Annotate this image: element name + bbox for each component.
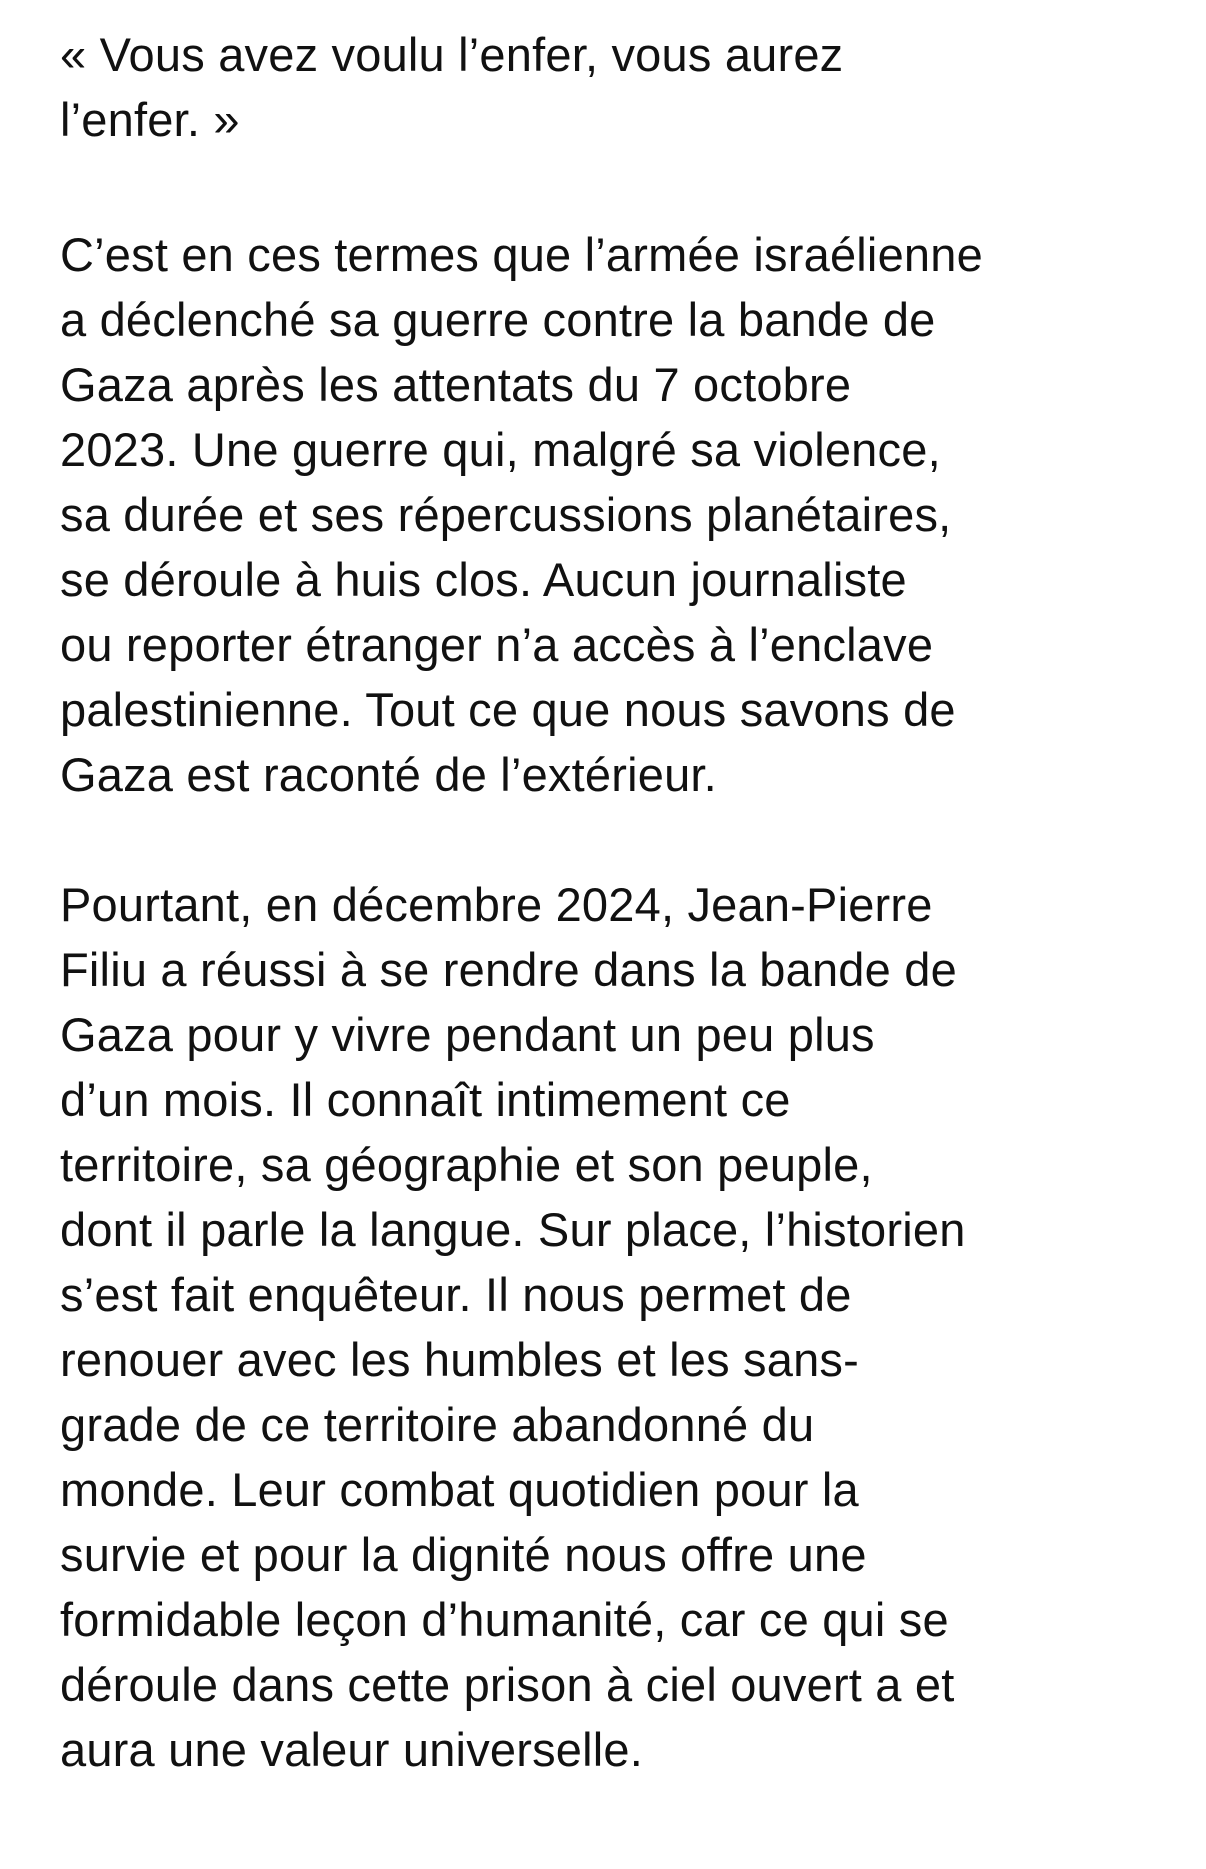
text-line: palestinienne. Tout ce que nous savons de (60, 683, 956, 736)
text-line: se déroule à huis clos. Aucun journaliste (60, 553, 907, 606)
text-line: renouer avec les humbles et les sans- (60, 1333, 859, 1386)
text-line: d’un mois. Il connaît intimement ce (60, 1073, 791, 1126)
text-line: formidable leçon d’humanité, car ce qui se (60, 1593, 949, 1646)
text-line: Gaza pour y vivre pendant un peu plus (60, 1008, 875, 1061)
text-line: ou reporter étranger n’a accès à l’enclave (60, 618, 934, 671)
text-line: territoire, sa géographie et son peuple, (60, 1138, 873, 1191)
text-line: 2023. Une guerre qui, malgré sa violence, (60, 423, 941, 476)
text-line: Filiu a réussi à se rendre dans la bande de (60, 943, 957, 996)
text-line: sa durée et ses répercussions planétaires, (60, 488, 952, 541)
text-line: grade de ce territoire abandonné du (60, 1398, 815, 1451)
text-line: C’est en ces termes que l’armée israélienne (60, 228, 983, 281)
intro-paragraph (60, 222, 1160, 807)
text-line: Gaza est raconté de l’extérieur. (60, 748, 717, 801)
text-line: aura une valeur universelle. (60, 1723, 644, 1776)
text-line: l’enfer. » (60, 93, 240, 146)
text-line: monde. Leur combat quotidien pour la (60, 1463, 859, 1516)
text-line: s’est fait enquêteur. Il nous permet de (60, 1268, 852, 1321)
text-line: « Vous avez voulu l’enfer, vous aurez (60, 28, 844, 81)
text-line: déroule dans cette prison à ciel ouvert a et (60, 1658, 955, 1711)
text-line: survie et pour la dignité nous offre une (60, 1528, 867, 1581)
text-line: a déclenché sa guerre contre la bande de (60, 293, 936, 346)
quote-paragraph (60, 22, 1160, 152)
text-line: dont il parle la langue. Sur place, l’historien (60, 1203, 966, 1256)
main-paragraph (60, 872, 1160, 1782)
text-line: Pourtant, en décembre 2024, Jean-Pierre (60, 878, 933, 931)
text-line: Gaza après les attentats du 7 octobre (60, 358, 852, 411)
